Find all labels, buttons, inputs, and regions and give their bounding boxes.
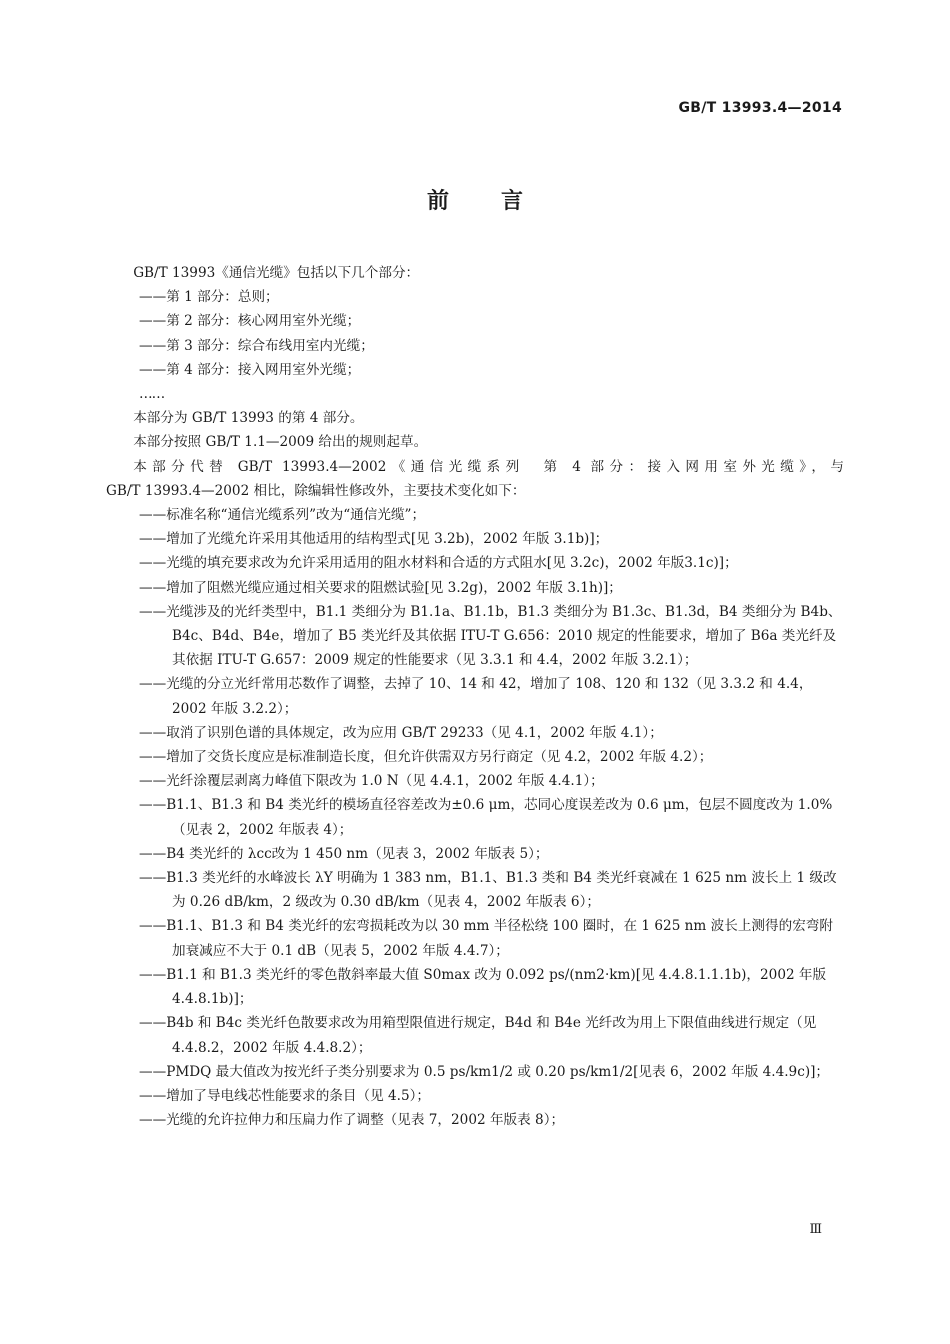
part-of-statement: 本部分为 GB/T 13993 的第 4 部分。 [133, 410, 364, 427]
change-item: ——光纤涂覆层剥离力峰值下限改为 1.0 N（见 4.4.1，2002 年版 4.4.1）； [139, 773, 604, 790]
standard-number: GB/T 13993.4—2014 [678, 100, 842, 116]
page-title: 前言 [426, 189, 575, 214]
document-body [106, 261, 844, 1132]
change-item: ——B1.3 类光纤的水峰波长 λY 明确为 1 383 nm，B1.1、B1.3 类和 B4 类光纤衰减在 1 625 nm 波长上 1 级改为 0.26 dB/km，2 级改为 0.30 dB/km（见表 4，2002 年版表 6）； [139, 870, 837, 911]
change-item: ——增加了光缆允许采用其他适用的结构型式[见 3.2b)，2002 年版 3.1b)]； [139, 531, 609, 548]
ellipsis: …… [139, 386, 165, 403]
part-item: ——第 1 部分：总则； [139, 289, 279, 306]
change-item: ——光缆的填充要求改为允许采用适用的阻水材料和合适的方式阻水[见 3.2c)，2002 年版3.1c)]； [139, 555, 738, 572]
change-item: ——标准名称“通信光缆系列”改为“通信光缆”； [139, 507, 426, 524]
change-item: ——光缆的允许拉伸力和压扁力作了调整（见表 7，2002 年版表 8）； [139, 1112, 565, 1129]
change-item: ——B4 类光纤的 λcc改为 1 450 nm（见表 3，2002 年版表 5）； [139, 845, 549, 862]
change-item: ——PMDQ 最大值改为按光纤子类分别要求为 0.5 ps/km1/2 或 0.20 ps/km1/2[见表 6，2002 年版 4.4.9c)]； [139, 1063, 830, 1080]
drafting-statement: 本部分按照 GB/T 1.1—2009 给出的规则起草。 [133, 434, 428, 451]
change-item: ——增加了阻燃光缆应通过相关要求的阻燃试验[见 3.2g)，2002 年版 3.1h)]； [139, 579, 622, 596]
part-item: ——第 3 部分：综合布线用室内光缆； [139, 337, 374, 354]
change-item: ——增加了导电线芯性能要求的条目（见 4.5）； [139, 1087, 431, 1104]
change-item: ——增加了交货长度应是标准制造长度，但允许供需双方另行商定（见 4.2，2002 年版 4.2）； [139, 749, 713, 766]
change-item: ——光缆涉及的光纤类型中，B1.1 类细分为 B1.1a、B1.1b，B1.3 类细分为 B1.3c、B1.3d，B4 类细分为 B4b、B4c、B4d、B4e，增加了 B5 类光纤及其依据 ITU-T G.656：2010 规定的性能要求，增加了 B6a 类光纤及其依据 ITU-T G.657：2009 规定的性能要求（见 3.3.1 和 4.4，2002 年版 3.2.1）； [139, 603, 842, 669]
intro-line: GB/T 13993《通信光缆》包括以下几个部分： [133, 265, 420, 281]
replaces-statement-cont: GB/T 13993.4—2002 相比，除编辑性修改外，主要技术变化如下： [106, 482, 526, 499]
change-item: ——B1.1、B1.3 和 B4 类光纤的模场直径容差改为±0.6 μm，芯同心度误差改为 0.6 μm，包层不圆度改为 1.0%（见表 2，2002 年版表 4）； [139, 797, 833, 838]
change-item: ——光缆的分立光纤常用芯数作了调整，去掉了 10、14 和 42，增加了 108、120 和 132（见 3.3.2 和 4.4，2002 年版 3.2.2）； [139, 676, 813, 717]
change-item: ——取消了识别色谱的具体规定，改为应用 GB/T 29233（见 4.1，2002 年版 4.1）； [139, 724, 663, 741]
change-item: ——B1.1、B1.3 和 B4 类光纤的宏弯损耗改为以 30 mm 半径松绕 100 圈时，在 1 625 nm 波长上测得的宏弯附加衰减应不大于 0.1 dB（见表 5，2002 年版 4.4.7）； [139, 918, 833, 959]
part-item: ——第 2 部分：核心网用室外光缆； [139, 313, 361, 330]
part-item: ——第 4 部分：接入网用室外光缆； [139, 361, 361, 378]
page-number: Ⅲ [809, 1222, 822, 1237]
replaces-statement: 本部分代替 GB/T 13993.4—2002《通信光缆系列 第 4 部分：接入网用室外光缆》，与 [133, 458, 844, 475]
change-item: ——B4b 和 B4c 类光纤色散要求改为用箱型限值进行规定，B4d 和 B4e 光纤改为用上下限值曲线进行规定（见 4.4.8.2，2002 年版 4.4.8.2）； [139, 1015, 817, 1056]
change-item: ——B1.1 和 B1.3 类光纤的零色散斜率最大值 S0max 改为 0.092 ps/(nm2·km)[见 4.4.8.1.1.1b)，2002 年版 4.4.8.1b)]； [139, 966, 827, 1008]
